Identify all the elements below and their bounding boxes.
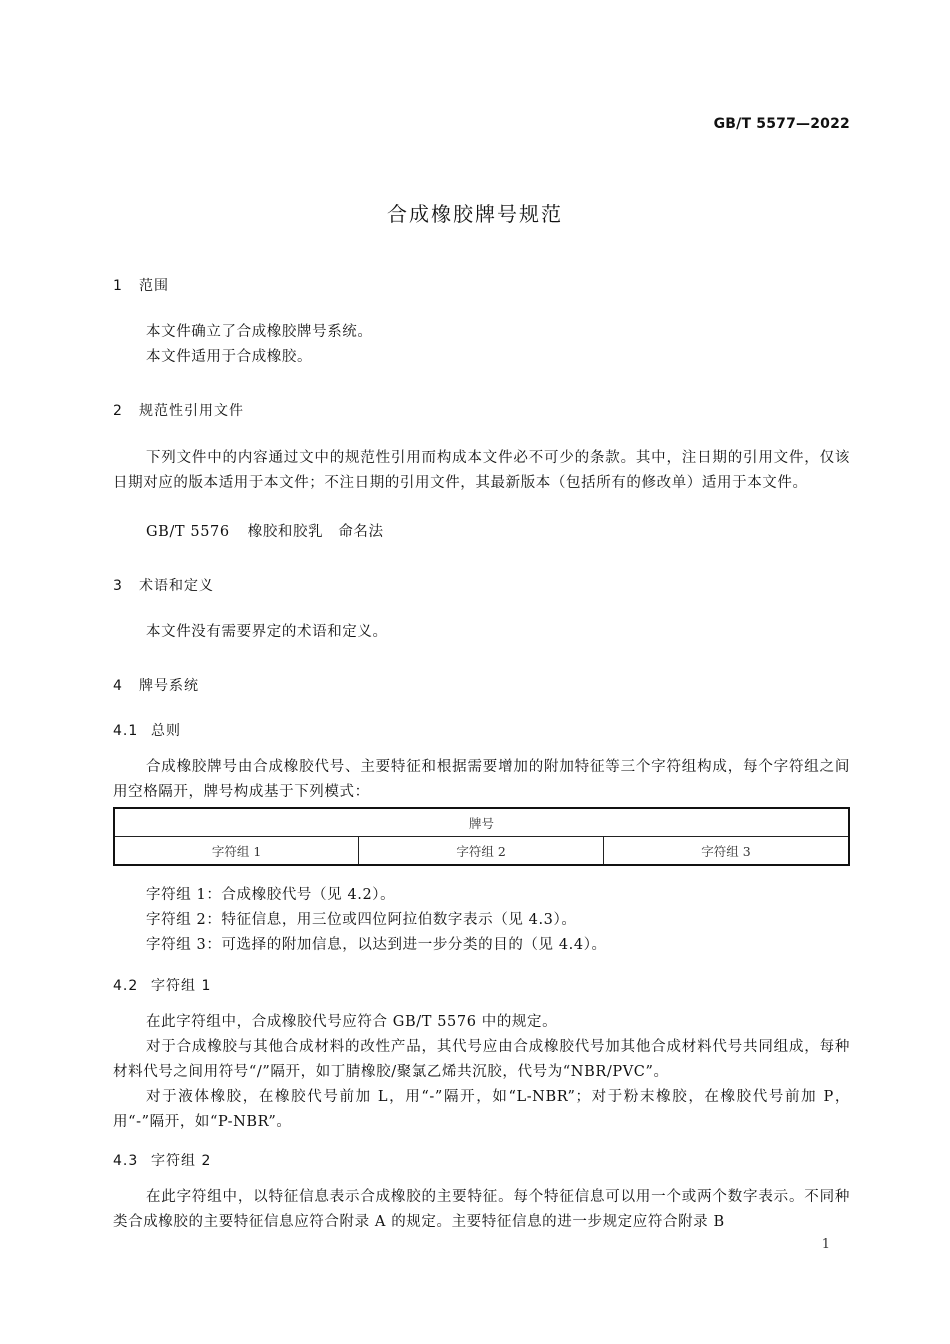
table-cell: 字符组 1 xyxy=(114,837,359,866)
section-4-2-paragraph-3: 对于液体橡胶，在橡胶代号前加 L，用“-”隔开，如“L-NBR”；对于粉末橡胶，在橡胶代号前加 P，用“-”隔开，如“P-NBR”。 xyxy=(113,1089,850,1130)
section-number: 4.3 xyxy=(113,1153,139,1169)
section-number: 4.1 xyxy=(113,723,139,739)
section-number: 4.2 xyxy=(113,978,139,994)
section-4-2-heading xyxy=(113,975,211,995)
section-3-paragraph: 本文件没有需要界定的术语和定义。 xyxy=(146,624,388,640)
section-title: 牌号系统 xyxy=(139,678,199,694)
list-item: 字符组 2：特征信息，用三位或四位阿拉伯数字表示（见 4.3）。 xyxy=(146,912,577,928)
table-cell: 字符组 3 xyxy=(604,837,850,866)
list-item: 字符组 3：可选择的附加信息，以达到进一步分类的目的（见 4.4）。 xyxy=(146,937,607,953)
page-number: 1 xyxy=(821,1237,830,1252)
section-4-2-paragraph-2: 对于合成橡胶与其他合成材料的改性产品，其代号应由合成橡胶代号加其他合成材料代号共同组成，每种材料代号之间用符号“/”隔开，如丁腈橡胶/聚氯乙烯共沉胶，代号为“NBR/PVC”。 xyxy=(113,1039,850,1080)
section-2-paragraph: 下列文件中的内容通过文中的规范性引用而构成本文件必不可少的条款。其中，注日期的引用文件，仅该日期对应的版本适用于本文件；不注日期的引用文件，其最新版本（包括所有的修改单）适用于本文件。 xyxy=(113,450,850,491)
section-title: 字符组 2 xyxy=(151,1153,212,1169)
section-title: 规范性引用文件 xyxy=(139,403,244,419)
section-4-1-heading xyxy=(113,720,181,740)
section-number: 1 xyxy=(113,278,123,294)
table-row xyxy=(114,837,849,866)
section-3-heading xyxy=(113,575,214,595)
table-header-row xyxy=(114,808,849,837)
section-1-paragraph-2: 本文件适用于合成橡胶。 xyxy=(146,349,313,365)
section-4-1-paragraph: 合成橡胶牌号由合成橡胶代号、主要特征和根据需要增加的附加特征等三个字符组构成，每个字符组之间用空格隔开，牌号构成基于下列模式： xyxy=(113,759,850,800)
list-item: 字符组 1：合成橡胶代号（见 4.2）。 xyxy=(146,887,396,903)
section-title: 术语和定义 xyxy=(139,578,214,594)
standard-number: GB/T 5577—2022 xyxy=(713,116,850,132)
section-number: 3 xyxy=(113,578,123,594)
document-title: 合成橡胶牌号规范 xyxy=(387,202,563,226)
table-header-cell: 牌号 xyxy=(114,808,849,837)
table-cell: 字符组 2 xyxy=(359,837,604,866)
section-1-paragraph-1: 本文件确立了合成橡胶牌号系统。 xyxy=(146,324,373,340)
section-1-heading xyxy=(113,275,169,295)
section-title: 范围 xyxy=(139,278,169,294)
section-4-heading xyxy=(113,675,199,695)
section-4-3-paragraph: 在此字符组中，以特征信息表示合成橡胶的主要特征。每个特征信息可以用一个或两个数字表示。不同种类合成橡胶的主要特征信息应符合附录 A 的规定。主要特征信息的进一步规定应符合附录 B xyxy=(113,1189,850,1230)
section-4-2-paragraph-1: 在此字符组中，合成橡胶代号应符合 GB/T 5576 中的规定。 xyxy=(146,1014,558,1030)
reference-code: GB/T 5576 xyxy=(146,524,230,540)
section-number: 4 xyxy=(113,678,123,694)
section-title: 字符组 1 xyxy=(151,978,212,994)
normative-reference xyxy=(146,520,384,545)
section-number: 2 xyxy=(113,403,123,419)
brand-structure-table xyxy=(113,807,850,866)
section-2-heading xyxy=(113,400,244,420)
section-title: 总则 xyxy=(151,723,181,739)
reference-title: 橡胶和胶乳 命名法 xyxy=(247,524,384,540)
section-4-3-heading xyxy=(113,1150,211,1170)
